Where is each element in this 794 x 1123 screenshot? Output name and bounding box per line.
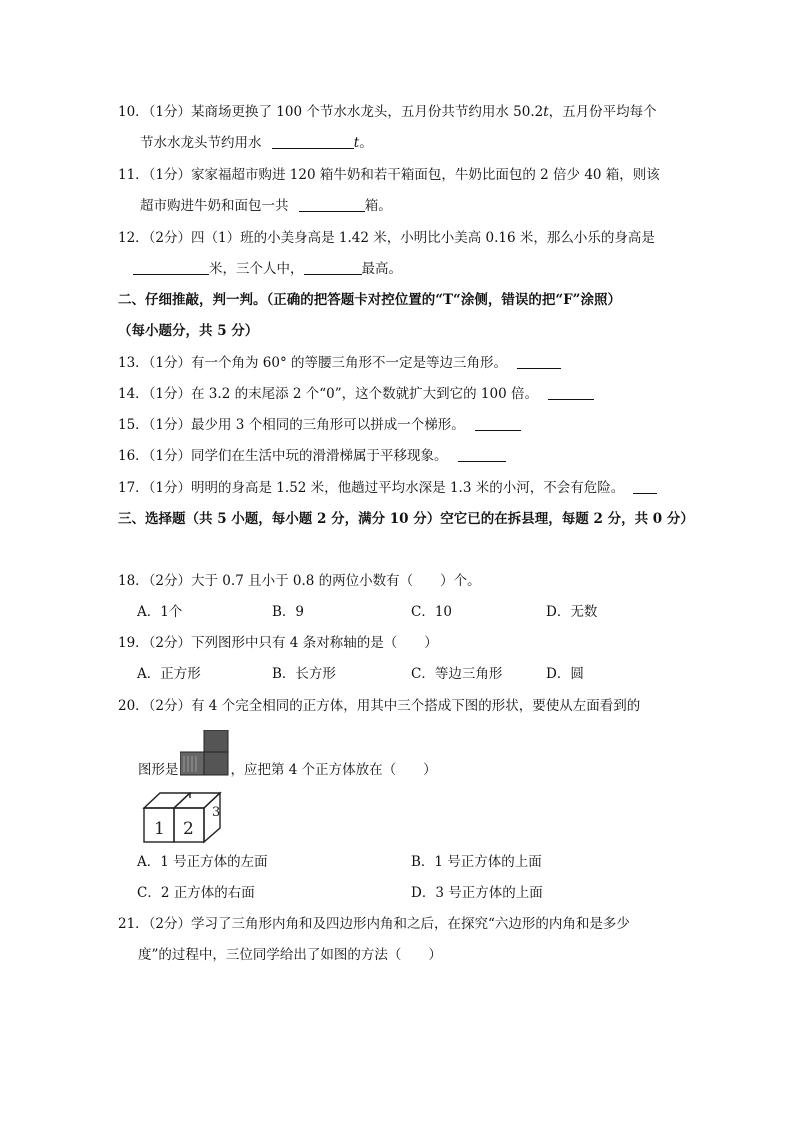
q21-line1 bbox=[118, 914, 630, 934]
cube-label-3: 3 bbox=[212, 805, 221, 820]
q10-answer-blank[interactable] bbox=[272, 134, 354, 149]
q20-option-b-text: B．1 号正方体的上面 bbox=[411, 854, 542, 870]
q20-option-c-text: C．2 正方体的右面 bbox=[137, 885, 255, 901]
q18-option-d[interactable] bbox=[546, 602, 597, 622]
q18-option-a[interactable] bbox=[137, 602, 182, 622]
q20-stem-line2 bbox=[138, 760, 437, 780]
q16-answer-blank[interactable] bbox=[458, 447, 506, 462]
q19-option-d[interactable] bbox=[546, 664, 584, 684]
cube-label-2: 2 bbox=[183, 819, 194, 839]
q18-option-b[interactable] bbox=[272, 602, 304, 622]
q20-stem bbox=[118, 696, 640, 716]
q18-option-c-text: C．10 bbox=[411, 604, 453, 620]
q18-option-a-text: A．1个 bbox=[137, 604, 183, 620]
q20-stem2-post: ，应把第 4 个正方体放在（ ） bbox=[230, 762, 437, 778]
q19-stem bbox=[118, 633, 438, 653]
q12-line2-end: 最高。 bbox=[361, 261, 402, 277]
q19-option-d-text: D．圆 bbox=[546, 666, 584, 682]
q14-text: 14．（1分）在 3.2 的末尾添 2 个“0”，这个数就扩大到它的 100 倍。 bbox=[118, 386, 538, 402]
section3-heading bbox=[118, 509, 694, 529]
q13-answer-blank[interactable] bbox=[517, 354, 561, 369]
q20-cubes-figure bbox=[142, 790, 234, 846]
q11-line2-end: 箱。 bbox=[364, 198, 392, 214]
q11-text: 11．（1分）家家福超市购进 120 箱牛奶和若干箱面包，牛奶比面包的 2 倍少 40 箱，则该 bbox=[118, 167, 660, 183]
q19-option-b[interactable] bbox=[272, 664, 336, 684]
q10-text: 10．（1分）某商场更换了 100 个节水水龙头，五月份共节约用水 50.2 bbox=[118, 104, 544, 120]
q20-stem-text: 20．（2分）有 4 个完全相同的正方体，用其中三个搭成下图的形状，要使从左面看到的 bbox=[118, 698, 641, 714]
q12-line2 bbox=[133, 259, 402, 279]
q11-line2 bbox=[140, 196, 392, 216]
q15 bbox=[118, 415, 521, 435]
q10-text-end: ，五月份平均每个 bbox=[548, 104, 657, 120]
q20-option-d-text: D．3 号正方体的上面 bbox=[411, 885, 543, 901]
q20-option-b[interactable] bbox=[411, 852, 542, 872]
q19-option-a-text: A．正方形 bbox=[137, 666, 201, 682]
q12-text: 12．（2分）四（1）班的小美身高是 1.42 米，小明比小美高 0.16 米，那么小乐的身高是 bbox=[118, 230, 655, 246]
q13-text: 13．（1分）有一个角为 60° 的等腰三角形不一定是等边三角形。 bbox=[118, 355, 508, 371]
q21-line2-text: 度”的过程中，三位同学给出了如图的方法（ ） bbox=[138, 947, 442, 963]
q15-text: 15．（1分）最少用 3 个相同的三角形可以拼成一个梯形。 bbox=[118, 417, 465, 433]
section3-heading-text: 三、选择题（共 5 小题，每小题 2 分，满分 10 分）空它已的在拆县理，每题 2 分，共 0 分） bbox=[118, 511, 694, 527]
q10-line2-text: 节水水龙头节约用水 bbox=[140, 135, 262, 151]
q13 bbox=[118, 353, 561, 373]
q21-line2 bbox=[138, 945, 442, 965]
q16 bbox=[118, 446, 506, 466]
q18-option-b-text: B．9 bbox=[272, 604, 305, 620]
q11-line1 bbox=[118, 165, 660, 185]
q18-stem bbox=[118, 571, 481, 591]
q19-option-a[interactable] bbox=[137, 664, 201, 684]
q19-stem-text: 19．（2分）下列图形中只有 4 条对称轴的是（ ） bbox=[118, 635, 438, 651]
q18-option-c[interactable] bbox=[411, 602, 452, 622]
section2-heading bbox=[118, 290, 621, 310]
q12-line2-mid: 米，三个人中， bbox=[209, 261, 304, 277]
q18-stem-text: 18．（2分）大于 0.7 且小于 0.8 的两位小数有（ ）个。 bbox=[118, 573, 481, 589]
q12-line1 bbox=[118, 228, 655, 248]
q20-option-c[interactable] bbox=[137, 883, 255, 903]
q20-option-a[interactable] bbox=[137, 852, 268, 872]
q11-answer-blank[interactable] bbox=[299, 197, 365, 212]
q14-answer-blank[interactable] bbox=[548, 385, 594, 400]
q19-option-c-text: C．等边三角形 bbox=[411, 666, 503, 682]
section2-heading-sub bbox=[118, 321, 258, 341]
q19-option-c[interactable] bbox=[411, 664, 502, 684]
q10-line2-end: 。 bbox=[359, 135, 373, 151]
q20-option-a-text: A．1 号正方体的左面 bbox=[137, 854, 268, 870]
q12-answer-blank-1[interactable] bbox=[133, 260, 209, 275]
q11-line2-text: 超市购进牛奶和面包一共 bbox=[140, 198, 289, 214]
q10-line1 bbox=[118, 102, 657, 122]
q10-line2-unit: t bbox=[353, 135, 360, 151]
q16-text: 16．（1分）同学们在生活中玩的滑滑梯属于平移现象。 bbox=[118, 448, 448, 464]
section2-heading-text: 二、仔细推敲，判一判。（正确的把答题卡对控位置的“T“涂侧，错误的把“F”涂照） bbox=[118, 292, 621, 308]
q10-unit: t bbox=[543, 104, 549, 120]
q15-answer-blank[interactable] bbox=[475, 416, 521, 431]
q20-option-d[interactable] bbox=[411, 883, 543, 903]
cube-label-1: 1 bbox=[154, 819, 165, 839]
q12-answer-blank-2[interactable] bbox=[304, 260, 362, 275]
q19-option-b-text: B．长方形 bbox=[272, 666, 336, 682]
q17-text: 17．（1分）明明的身高是 1.52 米，他趟过平均水深是 1.3 米的小河，不会有危险。 bbox=[118, 480, 625, 496]
q21-text: 21．（2分）学习了三角形内角和及四边形内角和之后，在探究“六边形的内角和是多少 bbox=[118, 916, 630, 932]
q17 bbox=[118, 478, 657, 498]
section2-heading-sub-text: （每小题分，共 5 分） bbox=[118, 323, 259, 339]
q14 bbox=[118, 384, 594, 404]
q18-option-d-text: D．无数 bbox=[546, 604, 598, 620]
q10-line2 bbox=[140, 133, 373, 153]
q17-answer-blank[interactable] bbox=[633, 479, 657, 494]
q20-stem2-pre: 图形是 bbox=[138, 762, 179, 778]
